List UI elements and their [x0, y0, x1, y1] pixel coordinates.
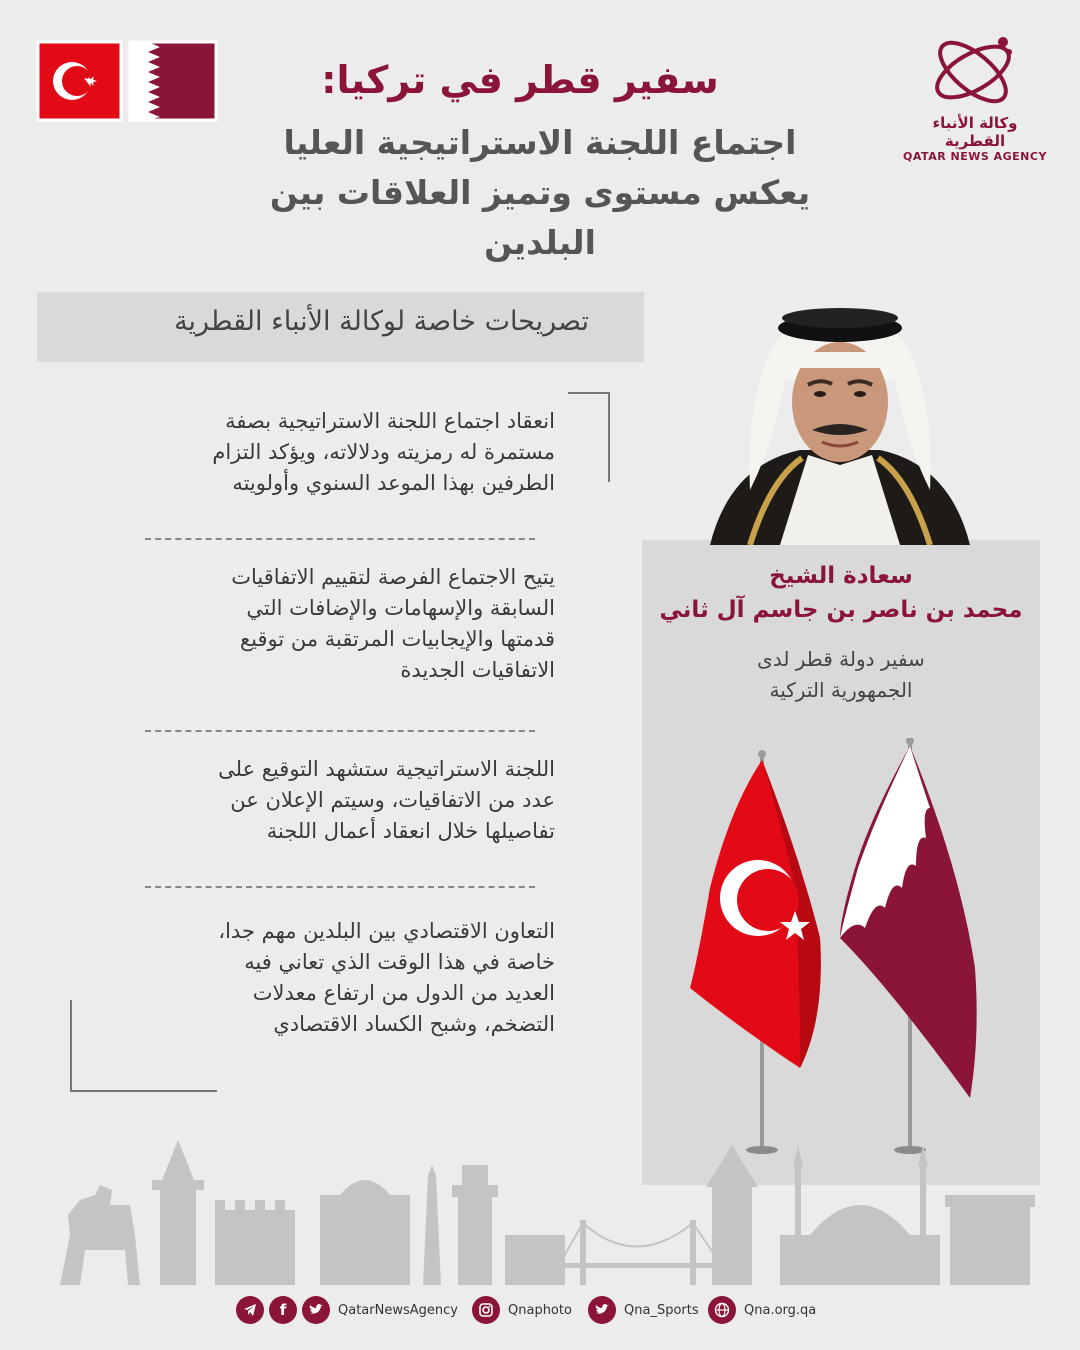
banner-text: تصريحات خاصة لوكالة الأنباء القطرية: [174, 306, 589, 337]
statement-line: يتيح الاجتماع الفرصة لتقييم الاتفاقيات: [231, 565, 555, 589]
qna-account-text[interactable]: QatarNewsAgency: [338, 1302, 458, 1318]
statement-line: الطرفين بهذا الموعد السنوي وأولويته: [232, 471, 555, 495]
qna-atom-logo-icon: [925, 30, 1025, 110]
person-role-line: سفير دولة قطر لدى: [757, 647, 925, 671]
statement-line: التضخم، وشبح الكساد الاقتصادي: [273, 1012, 555, 1036]
statement-line: عدد من الاتفاقيات، وسيتم الإعلان عن: [230, 788, 555, 812]
facebook-icon[interactable]: f: [269, 1296, 297, 1324]
statement-line: تفاصيلها خلال انعقاد أعمال اللجنة: [266, 819, 555, 843]
instagram-icon[interactable]: [472, 1296, 500, 1324]
dashed-divider: [145, 886, 535, 888]
qna-logo: [900, 30, 1050, 163]
subtitle-line: البلدين: [484, 223, 596, 262]
city-skyline: [0, 1125, 1080, 1285]
twitter-icon[interactable]: [302, 1296, 330, 1324]
statement-line: قدمتها والإيجابيات المرتقبة من توقيع: [239, 627, 555, 651]
statement-line: التعاون الاقتصادي بين البلدين مهم جدا،: [218, 919, 555, 943]
social-footer: [0, 1290, 1080, 1330]
footer-group-qna: [236, 1296, 458, 1324]
statement-line: السابقة والإسهامات والإضافات التي: [246, 596, 555, 620]
photo-account-text[interactable]: Qnaphoto: [508, 1302, 572, 1318]
dashed-divider: [145, 730, 535, 732]
page-title: سفير قطر في تركيا:: [321, 58, 719, 102]
bracket-top-right: [568, 392, 610, 482]
footer-group-web: [708, 1296, 816, 1324]
ambassador-portrait: [690, 290, 990, 545]
statement-line: اللجنة الاستراتيجية ستشهد التوقيع على: [218, 757, 555, 781]
logo-arabic-text: وكالة الأنباء القطرية: [932, 114, 1018, 150]
logo-english-text: QATAR NEWS AGENCY: [903, 150, 1047, 163]
telegram-icon[interactable]: [236, 1296, 264, 1324]
statement-item: [115, 562, 555, 686]
website-text[interactable]: Qna.org.qa: [744, 1302, 817, 1318]
footer-group-photo: [472, 1296, 572, 1324]
statements-list: [70, 392, 610, 1092]
person-role-line: الجمهورية التركية: [769, 678, 913, 702]
turkey-qatar-flags-icon: [36, 40, 218, 122]
person-name: محمد بن ناصر بن جاسم آل ثاني: [659, 597, 1023, 623]
twitter-icon[interactable]: [588, 1296, 616, 1324]
dashed-divider: [145, 538, 535, 540]
subtitle-line: يعكس مستوى وتميز العلاقات بين: [269, 173, 811, 212]
statement-line: مستمرة له رمزيته ودلالاته، ويؤكد التزام: [212, 440, 555, 464]
globe-icon[interactable]: [708, 1296, 736, 1324]
statement-item: [115, 754, 555, 847]
statement-line: العديد من الدول من ارتفاع معدلات: [252, 981, 555, 1005]
skyline-silhouette-icon: [0, 1125, 1080, 1285]
statement-item: [115, 916, 555, 1040]
person-title: سعادة الشيخ: [769, 563, 913, 589]
subtitle-line: اجتماع اللجنة الاستراتيجية العليا: [283, 123, 797, 162]
statement-line: الاتفاقيات الجديدة: [400, 658, 555, 682]
header-flags: [36, 40, 218, 122]
page-subtitle: [230, 118, 850, 268]
portrait-image-icon: [690, 290, 990, 545]
sports-account-text[interactable]: Qna_Sports: [624, 1302, 699, 1318]
footer-group-sports: [588, 1296, 699, 1324]
flags-on-poles-icon: [680, 738, 980, 1168]
statement-line: خاصة في هذا الوقت الذي تعاني فيه: [244, 950, 555, 974]
statement-line: انعقاد اجتماع اللجنة الاستراتيجية بصفة: [225, 409, 555, 433]
crossed-flags: [680, 738, 980, 1168]
statement-banner: [37, 292, 644, 362]
statement-item: [115, 406, 555, 499]
